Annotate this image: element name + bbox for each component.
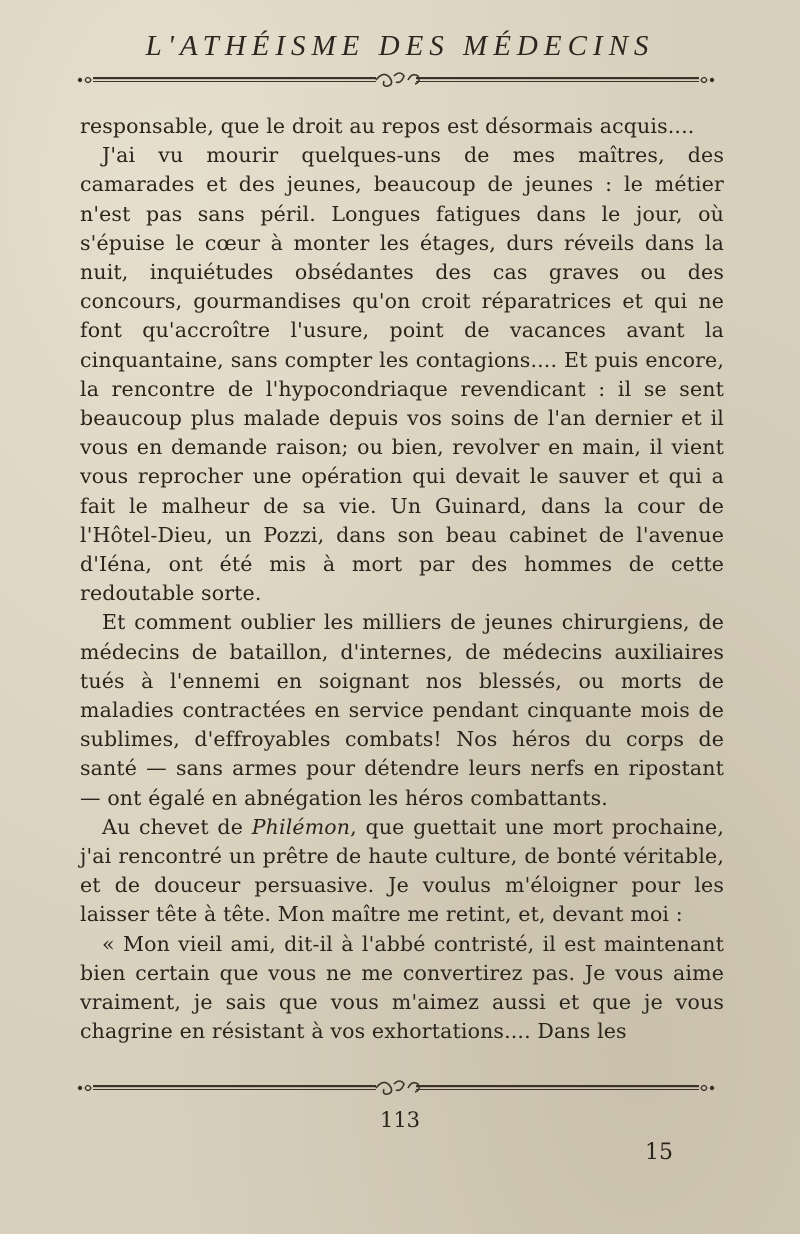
running-head: L'ATHÉISME DES MÉDECINS bbox=[145, 30, 655, 62]
header-ornament-rule bbox=[76, 70, 716, 90]
page-number: 113 bbox=[379, 1108, 421, 1132]
paragraph-4-name: Philémon bbox=[251, 814, 351, 839]
footer-ornament-rule bbox=[76, 1078, 716, 1098]
paragraph-4-lead: Au chevet de bbox=[102, 814, 252, 839]
signature-mark: 15 bbox=[645, 1140, 673, 1165]
paragraph-5: « Mon vieil ami, dit-il à l'abbé contristé, il est maintenant bien certain que vous ne me convertirez pas. Je vous aime vraiment, je sais que vous m'aimez aussi et que je vous chagrine en résistant à vos exhortations.... Dans les bbox=[80, 931, 724, 1044]
paragraph-4-rest: , que guettait une mort prochaine, j'ai rencontré un prêtre de haute culture, de bonté véritable, et de douceur persuasive. Je voulus m'éloigner pour les laisser tête à tête. Mon maître me retint, et, devant moi : bbox=[80, 814, 724, 927]
body-text bbox=[80, 112, 724, 1047]
paragraph-4 bbox=[80, 813, 724, 930]
paragraph-continuation: responsable, que le droit au repos est désormais acquis.... bbox=[80, 114, 695, 138]
paragraph-2: J'ai vu mourir quelques-uns de mes maîtres, des camarades et des jeunes, beaucoup de jeunes : le métier n'est pas sans péril. Longues fatigues dans le jour, où s'épuise le cœur à monter les étages, durs réveils dans la nuit, inquiétudes obsédantes des cas graves ou des concours, gourmandises qu'on croit réparatrices et qui ne font qu'accroître l'usure, point de vacances avant la cinquantaine, sans compter les contagions.... Et puis encore, la rencontre de l'hypocondriaque revendicant : il se sent beaucoup plus malade depuis vos soins de l'an dernier et il vous en demande raison; ou bien, revolver en main, il vient vous reprocher une opération qui devait le sauver et qui a fait le malheur de sa vie. Un Guinard, dans la cour de l'Hôtel-Dieu, un Pozzi, dans son beau cabinet de l'avenue d'Iéna, ont été mis à mort par des hommes de cette redoutable sorte. bbox=[80, 143, 724, 606]
paragraph-3: Et comment oublier les milliers de jeunes chirurgiens, de médecins de bataillon, d'internes, de médecins auxiliaires tués à l'ennemi en soignant nos blessés, ou morts de maladies contractées en service pendant cinquante mois de sublimes, d'effroyables combats! Nos héros du corps de santé — sans armes pour détendre leurs nerfs en ripostant — ont égalé en abnégation les héros combattants. bbox=[80, 610, 724, 810]
